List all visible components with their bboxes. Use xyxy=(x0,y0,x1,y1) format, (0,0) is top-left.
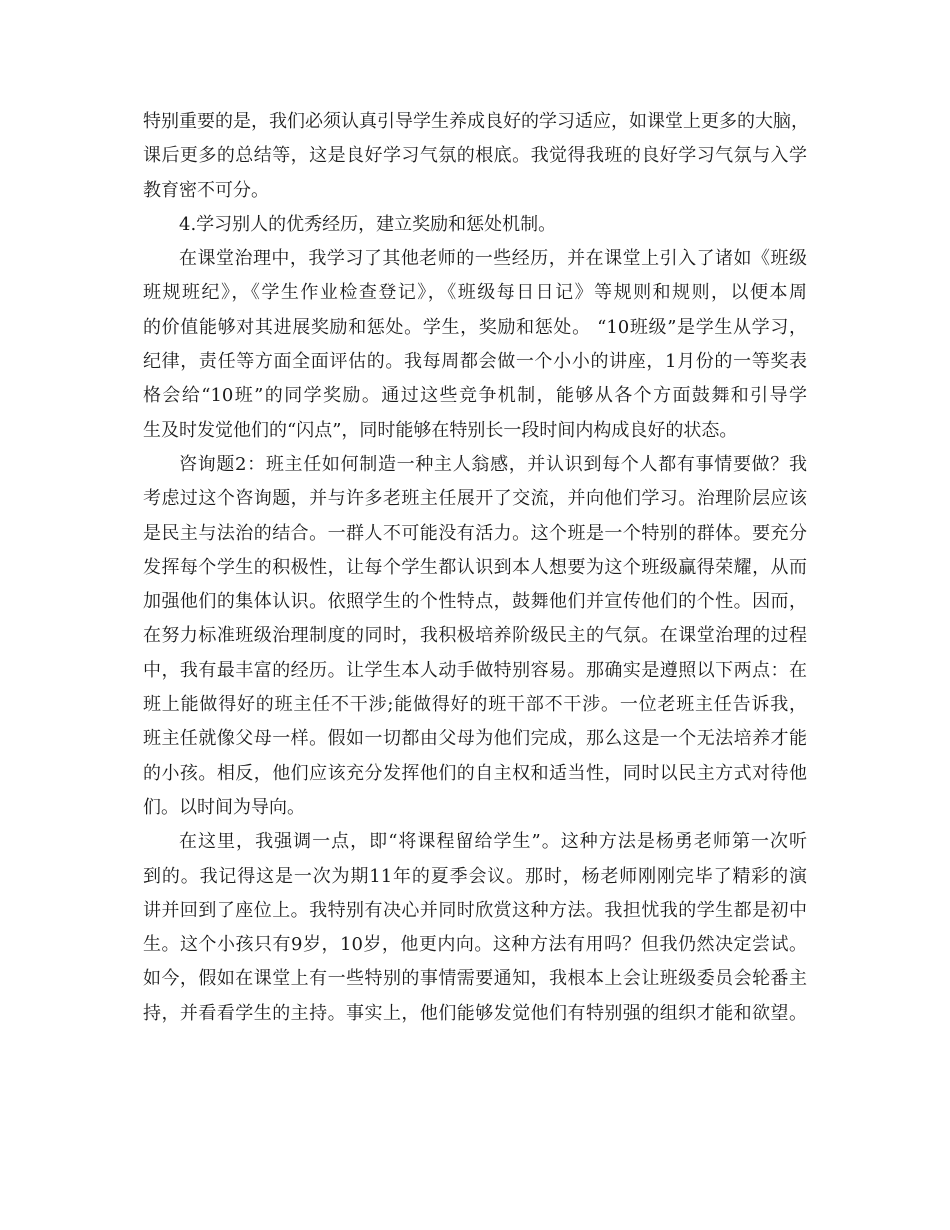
text-line: 在这里，我强调一点，即“将课程留给学生”。这种方法是杨勇老师第一次听 xyxy=(179,831,807,853)
text-line: 生及时发觉他们的“闪点”，同时能够在特别长一段时间内构成良好的状态。 xyxy=(143,419,738,441)
text-line: 班规班纪》，《学生作业检查登记》，《班级每日日记》等规则和规则，以便本周 xyxy=(143,282,807,304)
text-line: 加强他们的集体认识。依照学生的个性特点，鼓舞他们并宣传他们的个性。因而， xyxy=(143,591,807,613)
text-line: 讲并回到了座位上。我特别有决心并同时欣赏这种方法。我担忧我的学生都是初中 xyxy=(143,899,807,921)
text-line: 发挥每个学生的积极性，让每个学生都认识到本人想要为这个班级赢得荣耀，从而 xyxy=(143,556,807,578)
text-line: 们。以时间为导向。 xyxy=(143,796,305,818)
text-line: 4.学习别人的优秀经历，建立奖励和惩处机制。 xyxy=(179,213,557,235)
text-line: 班上能做得好的班主任不干涉;能做得好的班干部不干涉。一位老班主任告诉我， xyxy=(143,694,807,716)
text-line: 的小孩。相反，他们应该充分发挥他们的自主权和适当性，同时以民主方式对待他 xyxy=(143,762,807,784)
text-line: 咨询题2：班主任如何制造一种主人翁感，并认识到每个人都有事情要做？我 xyxy=(179,453,807,475)
text-line: 课后更多的总结等，这是良好学习气氛的根底。我觉得我班的良好学习气氛与入学 xyxy=(143,145,807,167)
text-line: 格会给“10班”的同学奖励。通过这些竞争机制，能够从各个方面鼓舞和引导学 xyxy=(143,385,807,407)
text-line: 到的。我记得这是一次为期11年的夏季会议。那时，杨老师刚刚完毕了精彩的演 xyxy=(143,865,807,887)
text-line: 在努力标准班级治理制度的同时，我积极培养阶级民主的气氛。在课堂治理的过程 xyxy=(143,625,807,647)
text-line: 在课堂治理中，我学习了其他老师的一些经历，并在课堂上引入了诸如《班级 xyxy=(179,248,807,270)
text-line: 生。这个小孩只有9岁，10岁，他更内向。这种方法有用吗？但我仍然决定尝试。 xyxy=(143,934,807,956)
text-line: 教育密不可分。 xyxy=(143,179,269,201)
text-line: 中，我有最丰富的经历。让学生本人动手做特别容易。那确实是遵照以下两点：在 xyxy=(143,659,807,681)
document-body xyxy=(143,105,807,1031)
text-line: 班主任就像父母一样。假如一切都由父母为他们完成，那么这是一个无法培养才能 xyxy=(143,728,807,750)
text-line: 持，并看看学生的主持。事实上，他们能够发觉他们有特别强的组织才能和欲望。 xyxy=(143,1002,807,1024)
text-line: 特别重要的是，我们必须认真引导学生养成良好的学习适应，如课堂上更多的大脑， xyxy=(143,111,809,132)
text-line: 是民主与法治的结合。一群人不可能没有活力。这个班是一个特别的群体。要充分 xyxy=(143,522,807,544)
text-line: 考虑过这个咨询题，并与许多老班主任展开了交流，并向他们学习。治理阶层应该 xyxy=(143,488,807,510)
text-line: 的价值能够对其进展奖励和惩处。学生，奖励和惩处。 “10班级”是学生从学习， xyxy=(143,316,807,338)
text-line: 如今，假如在课堂上有一些特别的事情需要通知，我根本上会让班级委员会轮番主 xyxy=(143,968,807,990)
text-line: 纪律，责任等方面全面评估的。我每周都会做一个小小的讲座，1月份的一等奖表 xyxy=(143,351,807,373)
